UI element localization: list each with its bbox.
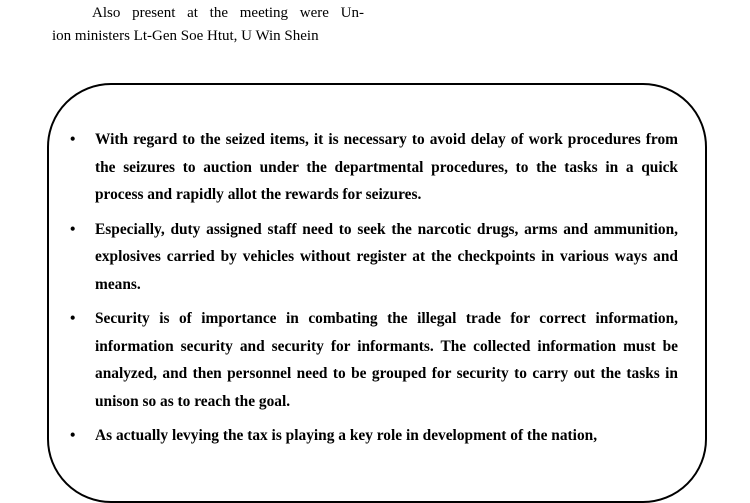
bullet-text: Security is of importance in combating the illegal trade for correct information, information security and security for informants. The collected information must be analyzed, and then personnel need to be grouped for security to carry out the tasks in unison so as to reach the goal. [95,310,678,410]
bullet-icon: • [70,427,76,444]
intro-line-2: ion ministers Lt-Gen Soe Htut, U Win Shein [52,28,319,44]
bullet-icon: • [70,310,76,327]
bullet-text: With regard to the seized items, it is necessary to avoid delay of work procedures from the seizures to auction under the departmental procedures, to the tasks in a quick process and rapidly allot the rewards for seizures. [95,131,678,203]
bullet-icon: • [70,131,76,148]
bullet-list [62,126,678,457]
intro-paragraph [52,2,364,48]
bullet-item-security [62,305,678,415]
bullet-item-tax [62,422,678,450]
bullet-text: Especially, duty assigned staff need to seek the narcotic drugs, arms and ammunition, explosives carried by vehicles without register at the checkpoints in various ways and means. [95,220,678,293]
intro-line-1: Also present at the meeting were Un- [92,5,364,21]
bullet-item-seized-items [62,126,678,209]
bullet-text: As actually levying the tax is playing a key role in development of the nation, [95,427,598,444]
bullet-item-duty-staff [62,216,678,299]
bullet-icon: • [70,220,76,238]
